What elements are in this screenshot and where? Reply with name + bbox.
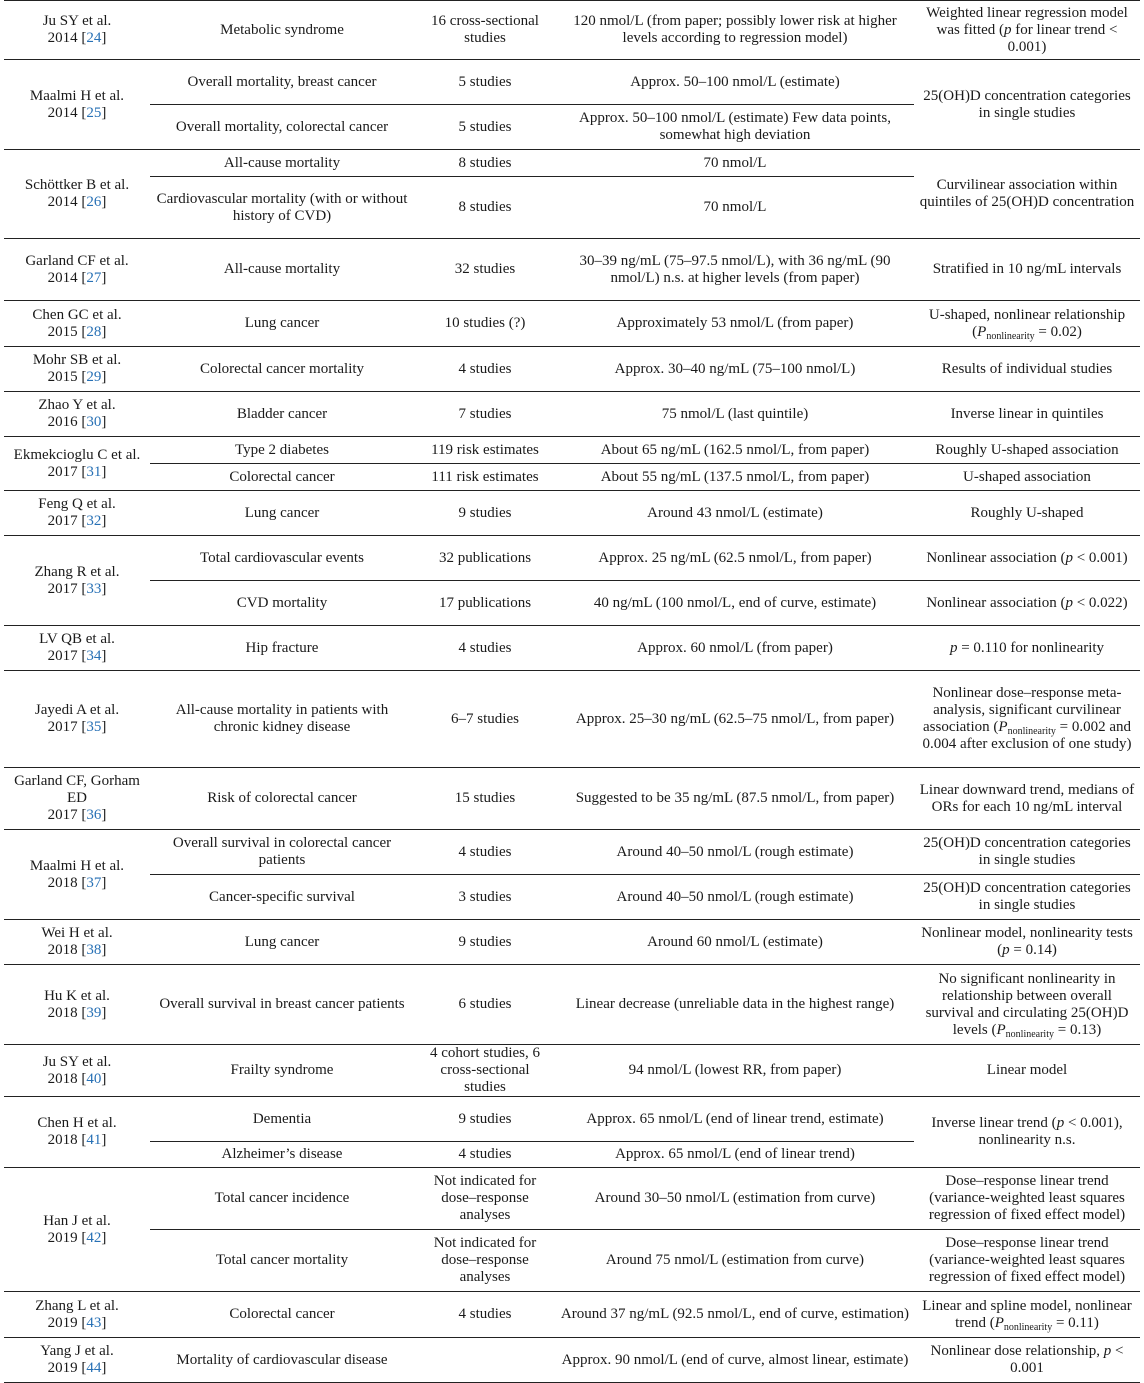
studies-cell: 3 studies — [414, 875, 556, 920]
threshold-cell: Around 40–50 nmol/L (rough estimate) — [556, 830, 914, 875]
author-name: Ju SY et al. — [42, 1053, 112, 1070]
author-name: Maalmi H et al. — [29, 87, 125, 104]
reference-link[interactable]: 35 — [86, 719, 102, 735]
author-cell: Hu K et al. 2018 [39] — [4, 965, 150, 1045]
author-cell: Mohr SB et al. 2015 [29] — [4, 347, 150, 392]
table-row — [4, 301, 1140, 347]
threshold-cell: 70 nmol/L — [556, 150, 914, 177]
threshold-cell: 70 nmol/L — [556, 177, 914, 239]
reference-link[interactable]: 24 — [86, 30, 102, 46]
notes-cell: Nonlinear model, nonlinearity tests (p = 0.14) — [914, 920, 1140, 965]
threshold-cell: About 55 ng/mL (137.5 nmol/L, from paper) — [556, 464, 914, 491]
outcome-cell: All-cause mortality in patients with chronic kidney disease — [150, 671, 414, 768]
table-row — [4, 768, 1140, 830]
publication-year: 2015 — [47, 369, 78, 385]
author-cell: Han J et al. 2019 [42] — [4, 1168, 150, 1292]
publication-year: 2017 — [47, 719, 78, 735]
notes-cell: 25(OH)D concentration categories in single studies — [914, 830, 1140, 875]
author-cell: Yang J et al. 2019 [44] — [4, 1338, 150, 1383]
outcome-cell: Overall mortality, colorectal cancer — [150, 105, 414, 150]
notes-cell: Inverse linear trend (p < 0.001), nonlinearity n.s. — [914, 1097, 1140, 1168]
reference-link[interactable]: 36 — [86, 807, 102, 823]
threshold-cell: Approx. 65 nmol/L (end of linear trend, estimate) — [556, 1097, 914, 1142]
table-row — [4, 1045, 1140, 1097]
publication-year: 2014 — [47, 194, 78, 210]
author-cell: LV QB et al. 2017 [34] — [4, 626, 150, 671]
table-row — [4, 671, 1140, 768]
reference-link[interactable]: 41 — [86, 1132, 102, 1148]
threshold-cell: 30–39 ng/mL (75–97.5 nmol/L), with 36 ng/mL (90 nmol/L) n.s. at higher levels (from paper) — [556, 239, 914, 301]
threshold-cell: Approx. 60 nmol/L (from paper) — [556, 626, 914, 671]
author-name: Chen GC et al. — [32, 306, 122, 323]
outcome-cell: Mortality of cardiovascular disease — [150, 1338, 414, 1383]
table-row — [4, 392, 1140, 437]
reference-link[interactable]: 27 — [86, 269, 102, 286]
notes-cell: Nonlinear dose–response meta-analysis, significant curvilinear association ($P_{nonlinearity} = 0.002$ and 0.004 after exclusion of one study) — [914, 671, 1140, 768]
author-name: LV QB et al. — [39, 631, 115, 647]
outcome-cell: Total cardiovascular events — [150, 536, 414, 581]
publication-year: 2017 — [47, 463, 78, 480]
studies-cell: Not indicated for dose–response analyses — [414, 1230, 556, 1292]
studies-cell: 9 studies — [414, 920, 556, 965]
reference-link[interactable]: 38 — [86, 942, 102, 958]
threshold-cell: Approx. 25 ng/mL (62.5 nmol/L, from paper) — [556, 536, 914, 581]
studies-cell: 9 studies — [414, 1097, 556, 1142]
threshold-cell: Approx. 65 nmol/L (end of linear trend) — [556, 1142, 914, 1168]
studies-cell: 5 studies — [414, 60, 556, 105]
outcome-cell: CVD mortality — [150, 581, 414, 626]
outcome-cell: Alzheimer’s disease — [150, 1142, 414, 1168]
studies-cell: 16 cross-sectional studies — [414, 1, 556, 60]
outcome-cell: Dementia — [150, 1097, 414, 1142]
reference-link[interactable]: 43 — [86, 1314, 102, 1331]
outcome-cell: Hip fracture — [150, 626, 414, 671]
publication-year: 2018 — [47, 1004, 78, 1021]
studies-cell: 4 studies — [414, 626, 556, 671]
author-cell: Feng Q et al. 2017 [32] — [4, 491, 150, 536]
author-name: Schöttker B et al. — [24, 177, 130, 193]
notes-cell: p = 0.110 for nonlinearity — [914, 626, 1140, 671]
publication-year: 2015 — [47, 323, 78, 340]
outcome-cell: Overall survival in breast cancer patients — [150, 965, 414, 1045]
publication-year: 2017 — [47, 580, 78, 597]
threshold-cell: Approximately 53 nmol/L (from paper) — [556, 301, 914, 347]
table-row — [4, 464, 1140, 491]
table-row — [4, 920, 1140, 965]
table-row — [4, 1230, 1140, 1292]
outcome-cell: Cardiovascular mortality (with or without history of CVD) — [150, 177, 414, 239]
publication-year: 2019 — [47, 1229, 78, 1246]
notes-cell: U-shaped, nonlinear relationship $(P_{nonlinearity} = 0.02)$ — [914, 301, 1140, 347]
threshold-cell: Approx. 90 nmol/L (end of curve, almost linear, estimate) — [556, 1338, 914, 1383]
threshold-cell: Around 75 nmol/L (estimation from curve) — [556, 1230, 914, 1292]
reference-link[interactable]: 25 — [86, 104, 102, 121]
meta-analysis-table-container — [4, 0, 1140, 1383]
outcome-cell: Lung cancer — [150, 491, 414, 536]
author-name: Garland CF, Gorham ED — [14, 773, 140, 806]
studies-cell: 4 studies — [414, 1142, 556, 1168]
author-cell: Maalmi H et al. 2014 [25] — [4, 60, 150, 150]
outcome-cell: Cancer-specific survival — [150, 875, 414, 920]
threshold-cell: Approx. 25–30 ng/mL (62.5–75 nmol/L, from paper) — [556, 671, 914, 768]
notes-cell: Inverse linear in quintiles — [914, 392, 1140, 437]
publication-year: 2017 — [47, 807, 78, 823]
studies-cell: 8 studies — [414, 150, 556, 177]
author-cell: Wei H et al. 2018 [38] — [4, 920, 150, 965]
table-row — [4, 60, 1140, 105]
author-cell: Ju SY et al. 2014 [24] — [4, 1, 150, 60]
reference-link[interactable]: 37 — [86, 874, 102, 891]
outcome-cell: Lung cancer — [150, 301, 414, 347]
notes-cell: Dose–response linear trend (variance-weighted least squares regression of fixed effect model) — [914, 1168, 1140, 1230]
publication-year: 2018 — [47, 874, 78, 891]
studies-cell: 32 publications — [414, 536, 556, 581]
author-cell: Ju SY et al. 2018 [40] — [4, 1045, 150, 1097]
studies-cell: 119 risk estimates — [414, 437, 556, 464]
author-name: Ju SY et al. — [42, 13, 112, 29]
table-row — [4, 1292, 1140, 1338]
author-name: Yang J et al. — [40, 1343, 114, 1359]
notes-cell: Linear downward trend, medians of ORs for each 10 ng/mL interval — [914, 768, 1140, 830]
outcome-cell: All-cause mortality — [150, 239, 414, 301]
outcome-cell: Lung cancer — [150, 920, 414, 965]
reference-link[interactable]: 42 — [86, 1229, 102, 1246]
author-name: Chen H et al. — [37, 1115, 117, 1131]
outcome-cell: Total cancer incidence — [150, 1168, 414, 1230]
publication-year: 2019 — [47, 1360, 78, 1376]
author-cell: Maalmi H et al. 2018 [37] — [4, 830, 150, 920]
table-row — [4, 491, 1140, 536]
author-name: Maalmi H et al. — [29, 857, 125, 874]
author-name: Mohr SB et al. — [32, 352, 122, 368]
notes-cell: No significant nonlinearity in relationship between overall survival and circulating 25(OH)D levels $(P_{nonlinearity} = 0.13)$ — [914, 965, 1140, 1045]
notes-cell: Nonlinear dose relationship, p < 0.001 — [914, 1338, 1140, 1383]
notes-cell: Nonlinear association (p < 0.001) — [914, 536, 1140, 581]
table-row — [4, 830, 1140, 875]
author-name: Zhang R et al. — [34, 563, 120, 580]
author-cell: Schöttker B et al. 2014 [26] — [4, 150, 150, 239]
notes-cell: Nonlinear association (p < 0.022) — [914, 581, 1140, 626]
publication-year: 2018 — [47, 1070, 78, 1087]
threshold-cell: About 65 ng/mL (162.5 nmol/L, from paper) — [556, 437, 914, 464]
author-cell: Zhao Y et al. 2016 [30] — [4, 392, 150, 437]
notes-cell: Linear model — [914, 1045, 1140, 1097]
threshold-cell: Around 40–50 nmol/L (rough estimate) — [556, 875, 914, 920]
author-name: Wei H et al. — [41, 925, 113, 941]
table-row — [4, 1, 1140, 60]
outcome-cell: Colorectal cancer mortality — [150, 347, 414, 392]
threshold-cell: Suggested to be 35 ng/mL (87.5 nmol/L, from paper) — [556, 768, 914, 830]
studies-cell: 5 studies — [414, 105, 556, 150]
reference-link[interactable]: 40 — [86, 1070, 102, 1087]
outcome-cell: Type 2 diabetes — [150, 437, 414, 464]
notes-cell: U-shaped association — [914, 464, 1140, 491]
reference-link[interactable]: 32 — [86, 513, 102, 529]
author-name: Zhao Y et al. — [38, 397, 116, 413]
outcome-cell: Colorectal cancer — [150, 464, 414, 491]
author-name: Jayedi A et al. — [34, 702, 120, 718]
author-name: Ekmekcioglu C et al. — [13, 446, 141, 463]
studies-cell: 4 studies — [414, 830, 556, 875]
threshold-cell: 75 nmol/L (last quintile) — [556, 392, 914, 437]
publication-year: 2017 — [47, 513, 78, 529]
studies-cell: 6 studies — [414, 965, 556, 1045]
studies-cell: 7 studies — [414, 392, 556, 437]
meta-analysis-table — [4, 0, 1140, 1383]
table-row — [4, 536, 1140, 581]
author-name: Feng Q et al. — [38, 496, 116, 512]
author-name: Zhang L et al. — [35, 1297, 119, 1314]
reference-link[interactable]: 29 — [86, 369, 102, 385]
notes-cell: Linear and spline model, nonlinear trend $(P_{nonlinearity} = 0.11)$ — [914, 1292, 1140, 1338]
studies-cell: 8 studies — [414, 177, 556, 239]
threshold-cell: Around 30–50 nmol/L (estimation from curve) — [556, 1168, 914, 1230]
outcome-cell: Frailty syndrome — [150, 1045, 414, 1097]
publication-year: 2016 — [47, 414, 78, 430]
reference-link[interactable]: 34 — [86, 648, 102, 664]
studies-cell: 111 risk estimates — [414, 464, 556, 491]
author-cell: Ekmekcioglu C et al. 2017 [31] — [4, 437, 150, 491]
outcome-cell: Metabolic syndrome — [150, 1, 414, 60]
publication-year: 2018 — [47, 942, 78, 958]
studies-cell: 9 studies — [414, 491, 556, 536]
author-cell: Zhang L et al. 2019 [43] — [4, 1292, 150, 1338]
studies-cell: Not indicated for dose–response analyses — [414, 1168, 556, 1230]
author-cell: Zhang R et al. 2017 [33] — [4, 536, 150, 626]
outcome-cell: Colorectal cancer — [150, 1292, 414, 1338]
table-row — [4, 150, 1140, 177]
table-body — [4, 1, 1140, 1383]
publication-year: 2014 — [47, 104, 78, 121]
table-row — [4, 875, 1140, 920]
notes-cell: 25(OH)D concentration categories in single studies — [914, 875, 1140, 920]
author-cell: Jayedi A et al. 2017 [35] — [4, 671, 150, 768]
threshold-cell: 120 nmol/L (from paper; possibly lower risk at higher levels according to regression model) — [556, 1, 914, 60]
author-cell: Chen GC et al. 2015 [28] — [4, 301, 150, 347]
reference-link[interactable]: 44 — [86, 1360, 102, 1376]
reference-link[interactable]: 31 — [86, 463, 102, 480]
outcome-cell: Overall survival in colorectal cancer patients — [150, 830, 414, 875]
outcome-cell: All-cause mortality — [150, 150, 414, 177]
notes-cell: Results of individual studies — [914, 347, 1140, 392]
publication-year: 2017 — [47, 648, 78, 664]
reference-link[interactable]: 26 — [86, 194, 102, 210]
publication-year: 2014 — [47, 269, 78, 286]
notes-cell: Dose–response linear trend (variance-weighted least squares regression of fixed effect model) — [914, 1230, 1140, 1292]
reference-link[interactable]: 33 — [86, 580, 102, 597]
publication-year: 2014 — [47, 30, 78, 46]
table-row — [4, 965, 1140, 1045]
publication-year: 2018 — [47, 1132, 78, 1148]
studies-cell: 6–7 studies — [414, 671, 556, 768]
studies-cell: 32 studies — [414, 239, 556, 301]
threshold-cell: 40 ng/mL (100 nmol/L, end of curve, estimate) — [556, 581, 914, 626]
studies-cell: 17 publications — [414, 581, 556, 626]
table-row — [4, 581, 1140, 626]
studies-cell: 10 studies (?) — [414, 301, 556, 347]
threshold-cell: Linear decrease (unreliable data in the highest range) — [556, 965, 914, 1045]
table-row — [4, 1097, 1140, 1142]
notes-cell: Weighted linear regression model was fitted (p for linear trend < 0.001) — [914, 1, 1140, 60]
reference-link[interactable]: 30 — [86, 414, 102, 430]
notes-cell: Roughly U-shaped association — [914, 437, 1140, 464]
notes-cell: 25(OH)D concentration categories in single studies — [914, 60, 1140, 150]
author-cell: Garland CF, Gorham ED 2017 [36] — [4, 768, 150, 830]
author-name: Garland CF et al. — [25, 252, 129, 269]
reference-link[interactable]: 28 — [86, 323, 102, 340]
notes-cell: Curvilinear association within quintiles of 25(OH)D concentration — [914, 150, 1140, 239]
studies-cell: 4 studies — [414, 1292, 556, 1338]
notes-cell: Roughly U-shaped — [914, 491, 1140, 536]
reference-link[interactable]: 39 — [86, 1004, 102, 1021]
threshold-cell: Around 60 nmol/L (estimate) — [556, 920, 914, 965]
publication-year: 2019 — [47, 1314, 78, 1331]
threshold-cell: Around 43 nmol/L (estimate) — [556, 491, 914, 536]
threshold-cell: Approx. 50–100 nmol/L (estimate) — [556, 60, 914, 105]
outcome-cell: Bladder cancer — [150, 392, 414, 437]
table-row — [4, 1168, 1140, 1230]
table-row — [4, 239, 1140, 301]
threshold-cell: Approx. 30–40 ng/mL (75–100 nmol/L) — [556, 347, 914, 392]
studies-cell: 4 studies — [414, 347, 556, 392]
notes-cell: Stratified in 10 ng/mL intervals — [914, 239, 1140, 301]
author-cell: Chen H et al. 2018 [41] — [4, 1097, 150, 1168]
table-row — [4, 626, 1140, 671]
author-name: Hu K et al. — [44, 987, 110, 1004]
outcome-cell: Overall mortality, breast cancer — [150, 60, 414, 105]
studies-cell: 15 studies — [414, 768, 556, 830]
threshold-cell: Approx. 50–100 nmol/L (estimate) Few data points, somewhat high deviation — [556, 105, 914, 150]
outcome-cell: Total cancer mortality — [150, 1230, 414, 1292]
studies-cell: 4 cohort studies, 6 cross-sectional studies — [414, 1045, 556, 1097]
threshold-cell: 94 nmol/L (lowest RR, from paper) — [556, 1045, 914, 1097]
table-row — [4, 437, 1140, 464]
table-row — [4, 347, 1140, 392]
author-name: Han J et al. — [43, 1212, 111, 1229]
outcome-cell: Risk of colorectal cancer — [150, 768, 414, 830]
author-cell: Garland CF et al. 2014 [27] — [4, 239, 150, 301]
threshold-cell: Around 37 ng/mL (92.5 nmol/L, end of curve, estimation) — [556, 1292, 914, 1338]
